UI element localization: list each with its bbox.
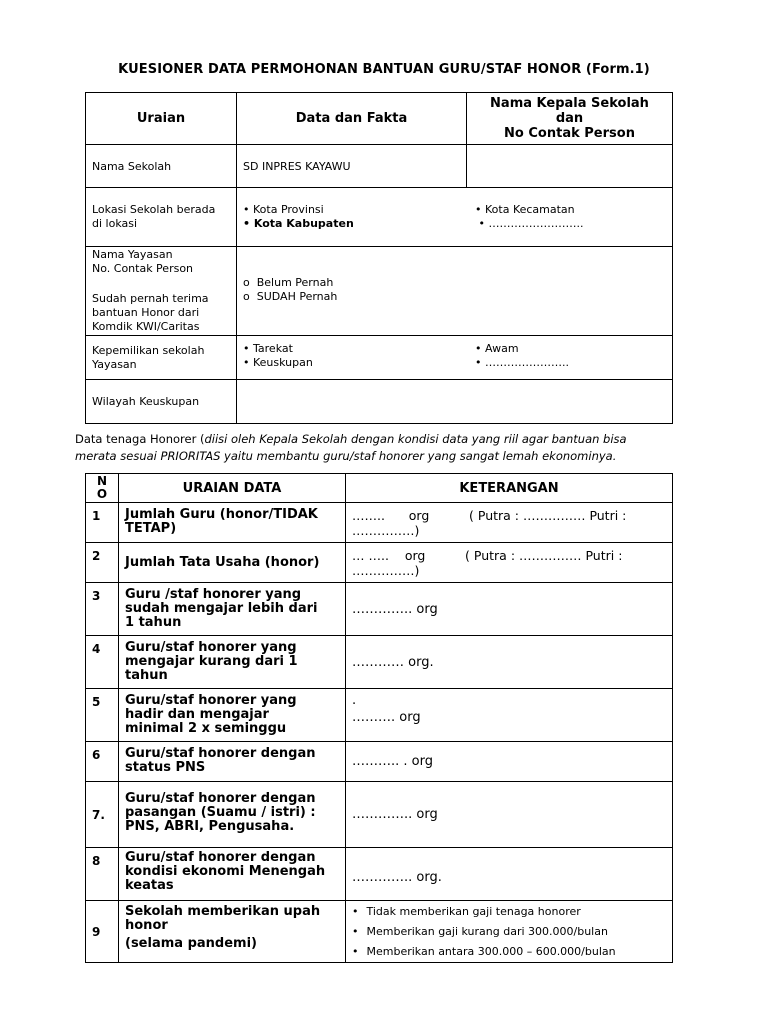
- table-row: 5 Guru/staf honorer yang hadir dan mengajar minimal 2 x seminggu . ………. org: [86, 689, 673, 742]
- school-data-table: [85, 92, 673, 424]
- option-lokasi-other[interactable]: • ……………………..: [475, 217, 584, 230]
- table-row: 7. Guru/staf honorer dengan pasangan (Suamu / istri) : PNS, ABRI, Pengusaha. ………….. org: [86, 782, 673, 848]
- header-no: N O: [86, 474, 119, 503]
- option-tarekat[interactable]: • Tarekat: [243, 342, 293, 355]
- option-belum-pernah[interactable]: o Belum Pernah: [243, 276, 334, 289]
- lokasi-options: [237, 188, 673, 247]
- table-row: 6 Guru/staf honorer dengan status PNS ……….. . org: [86, 742, 673, 782]
- honorer-data-table: [85, 473, 673, 963]
- option-awam[interactable]: • Awam: [475, 342, 519, 355]
- header-uraian-data: URAIAN DATA: [119, 474, 346, 503]
- label-lokasi: Lokasi Sekolah berada di lokasi: [86, 188, 237, 247]
- header-data-fakta: Data dan Fakta: [237, 93, 467, 145]
- option-kota-kecamatan[interactable]: • Kota Kecamatan: [475, 203, 575, 216]
- table-row: 9 Sekolah memberikan upah honor (selama pandemi) • Tidak memberikan gaji tenaga honorer • Memberikan gaji kurang dari 300.000/bulan • Memberikan antara 300.000 – 600.000/bulan: [86, 901, 673, 963]
- option-keuskupan[interactable]: • Keuskupan: [243, 356, 313, 369]
- option-gaji-300-600[interactable]: • Memberikan antara 300.000 – 600.000/bulan: [352, 942, 666, 962]
- kepemilikan-options: [237, 336, 673, 380]
- table-row: 1 Jumlah Guru (honor/TIDAK TETAP) …….. org ( Putra : …………… Putri : ……………): [86, 503, 673, 543]
- header-uraian: Uraian: [86, 93, 237, 145]
- table-row: 2 Jumlah Tata Usaha (honor) … ….. org ( Putra : …………… Putri : ……………): [86, 543, 673, 583]
- label-nama-sekolah: Nama Sekolah: [86, 145, 237, 188]
- option-gaji-kurang-300[interactable]: • Memberikan gaji kurang dari 300.000/bulan: [352, 922, 666, 942]
- label-kepemilikan: Kepemilikan sekolah Yayasan: [86, 336, 237, 380]
- table-row: 3 Guru /staf honorer yang sudah mengajar lebih dari 1 tahun ………….. org: [86, 583, 673, 636]
- honorer-note: Data tenaga Honorer (diisi oleh Kepala Sekolah dengan kondisi data yang riil agar bantuan bisa merata sesuai PRIORITAS yaitu membantu guru/staf honorer yang sangat lemah ekonominya.: [75, 432, 627, 463]
- header-kepala-sekolah: Nama Kepala Sekolah dan No Contak Person: [467, 93, 673, 145]
- header-keterangan: KETERANGAN: [346, 474, 673, 503]
- option-tidak-memberikan-gaji[interactable]: • Tidak memberikan gaji tenaga honorer: [352, 902, 666, 922]
- option-kota-provinsi[interactable]: • Kota Provinsi: [243, 203, 324, 216]
- form-title: KUESIONER DATA PERMOHONAN BANTUAN GURU/STAF HONOR (Form.1): [118, 62, 650, 77]
- label-yayasan: Nama Yayasan No. Contak Person Sudah pernah terima bantuan Honor dari Komdik KWI/Caritas: [86, 247, 237, 336]
- option-sudah-pernah[interactable]: o SUDAH Pernah: [243, 290, 338, 303]
- table-row: 4 Guru/staf honorer yang mengajar kurang dari 1 tahun ………… org.: [86, 636, 673, 689]
- value-nama-sekolah[interactable]: SD INPRES KAYAWU: [237, 145, 467, 188]
- value-wilayah-keuskupan[interactable]: [237, 380, 673, 424]
- table-row: 8 Guru/staf honorer dengan kondisi ekonomi Menengah keatas ………….. org.: [86, 848, 673, 901]
- label-wilayah-keuskupan: Wilayah Keuskupan: [86, 380, 237, 424]
- option-kepemilikan-other[interactable]: • …………………..: [475, 356, 569, 369]
- yayasan-options: [237, 247, 673, 336]
- option-kota-kabupaten[interactable]: • Kota Kabupaten: [243, 217, 354, 230]
- contact-nama-sekolah[interactable]: [467, 145, 673, 188]
